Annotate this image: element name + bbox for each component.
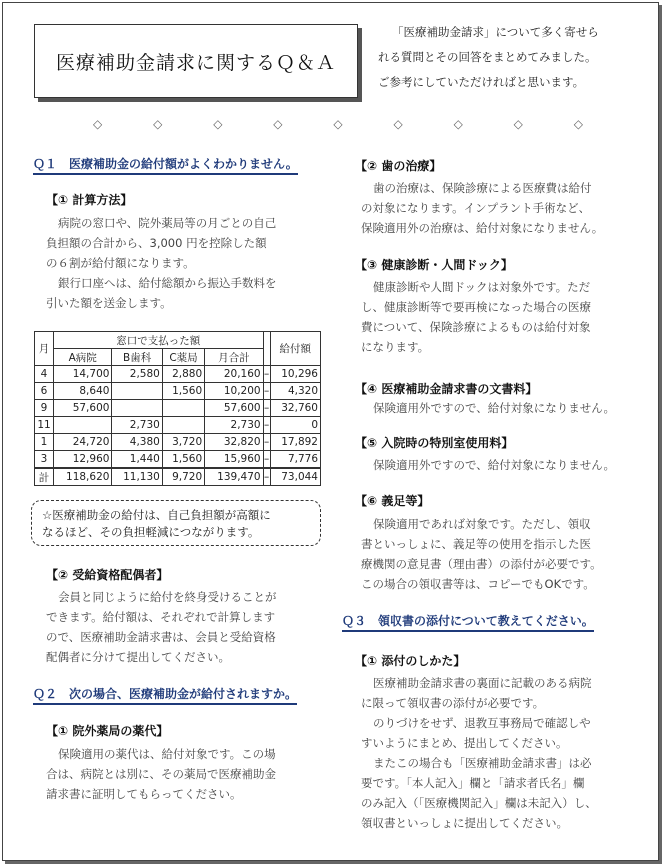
subheader: B歯科 (112, 349, 162, 366)
arrow-header (263, 332, 270, 366)
diamond-icon: ◇ (513, 117, 523, 131)
table-cell-month: 9 (35, 400, 54, 417)
text-line: に限って領収書の添付が必要です。 (361, 696, 545, 710)
q1-sub1-paragraph (46, 213, 326, 313)
diamond-icon: ◇ (393, 117, 403, 131)
text-line: できます。給付額は、それぞれで計算します (46, 610, 276, 624)
table-cell-a: 8,640 (54, 383, 112, 400)
table-cell-b (112, 383, 162, 400)
table-row (35, 400, 321, 417)
text-line: 病院の窓口や、院外薬局等の月ごとの自己 (58, 216, 277, 230)
table-cell-b: 2,580 (112, 366, 162, 383)
table-cell-c (162, 400, 204, 417)
table-cell-month: 6 (35, 383, 54, 400)
diamond-icon: ◇ (213, 117, 223, 131)
subheader: A病院 (54, 349, 112, 366)
q3-heading: Ｑ３ 領収書の添付について教えてください。 (342, 612, 594, 632)
table-cell-dash: – (263, 400, 270, 417)
table-header-row (35, 332, 321, 349)
table-cell-month: 計 (35, 468, 54, 486)
table-cell-total: 15,960 (205, 451, 263, 469)
table-row (35, 434, 321, 451)
text-line: 書といっしょに、義足等の使用を指示した医 (361, 537, 591, 551)
table-cell-benefit: 73,044 (270, 468, 320, 486)
table-cell-c: 3,720 (162, 434, 204, 451)
intro-line: 「医療補助金請求」について多く寄せら (392, 25, 599, 39)
table-cell-dash: – (263, 468, 270, 486)
table-cell-b: 11,130 (112, 468, 162, 486)
text-line: 歯の治療は、保険診療による医療費は給付 (373, 181, 592, 195)
note-line: なるほど、その負担軽減につながります。 (42, 525, 260, 539)
table-cell-month: 11 (35, 417, 54, 434)
text-line: 要です。「本人記入」欄と「請求者氏名」欄 (361, 776, 585, 790)
text-line: のみ記入（「医療機関記入」欄は未記入）し、 (361, 796, 597, 810)
q2-sub2-heading: 【② 歯の治療】 (355, 159, 442, 173)
table-row (35, 451, 321, 469)
table-cell-c: 9,720 (162, 468, 204, 486)
text-line: 負担額の合計から、3,000 円を控除した額 (46, 236, 267, 250)
title-box (34, 24, 358, 98)
text-line: 保険適用であれば対象です。ただし、領収 (373, 517, 591, 531)
q1-heading: Ｑ１ 医療補助金の給付額がよくわかりません。 (33, 155, 298, 175)
table-cell-month: 1 (35, 434, 54, 451)
q2-heading: Ｑ２ 次の場合、医療補助金が給付されますか。 (33, 685, 297, 705)
table-cell-c: 2,880 (162, 366, 204, 383)
table-cell-dash: – (263, 417, 270, 434)
table-cell-a (54, 417, 112, 434)
text-line: 銀行口座へは、給付総額から振込手数料を (58, 276, 277, 290)
diamond-icon: ◇ (453, 117, 463, 131)
q2-sub6-heading: 【⑥ 義足等】 (355, 494, 430, 508)
q3-sub1-heading: 【① 添付のしかた】 (355, 654, 466, 668)
q3-sub1-paragraph (361, 673, 646, 833)
text-line: 配偶者に分けて提出してください。 (46, 650, 230, 664)
table-row (35, 383, 321, 400)
table-row (35, 366, 321, 383)
table-cell-dash: – (263, 383, 270, 400)
table-cell-a: 57,600 (54, 400, 112, 417)
table-cell-a: 24,720 (54, 434, 112, 451)
diamond-icon: ◇ (93, 117, 103, 131)
text-line: 医療補助金請求書の裏面に記載のある病院 (373, 676, 592, 690)
table-cell-c (162, 417, 204, 434)
table-cell-total: 57,600 (205, 400, 263, 417)
table-cell-total: 32,820 (205, 434, 263, 451)
table-total-row (35, 468, 321, 486)
month-header: 月 (35, 332, 54, 366)
text-line: すいようにまとめ、提出してください。 (361, 736, 568, 750)
table-cell-benefit: 10,296 (270, 366, 320, 383)
table-cell-b: 1,440 (112, 451, 162, 469)
table-cell-benefit: 0 (270, 417, 320, 434)
benefit-header: 給付額 (270, 332, 320, 366)
q2-sub5-paragraph (361, 455, 646, 475)
subheader: C薬局 (162, 349, 204, 366)
text-line: 費について、保険診療によるものは給付対象 (361, 320, 591, 334)
text-line: のりづけをせず、退教互事務局で確認しや (373, 716, 591, 730)
table-cell-b: 2,730 (112, 417, 162, 434)
intro-line: ご参考にしていただければと思います。 (378, 75, 585, 89)
text-line: 会員と同じように給付を終身受けることが (58, 590, 277, 604)
text-line: 合は、病院とは別に、その薬局で医療補助金 (46, 767, 276, 781)
text-line: 領収書といっしょに提出してください。 (361, 816, 568, 830)
text-line: の６割が給付額になります。 (46, 256, 195, 270)
q1-sub2-paragraph (46, 587, 328, 667)
diamond-icon: ◇ (333, 117, 343, 131)
q2-sub4-paragraph (361, 398, 646, 418)
diamond-icon: ◇ (573, 117, 583, 131)
q2-sub1-paragraph (46, 744, 328, 804)
table-cell-dash: – (263, 434, 270, 451)
text-line: この場合の領収書等は、コピーでもOKです。 (361, 577, 595, 591)
q2-sub6-paragraph (361, 514, 646, 594)
payment-table (34, 331, 321, 486)
text-line: 療機関の意見書（理由書）の添付が必要です。 (361, 557, 602, 571)
page-title: 医療補助金請求に関するＱ＆Ａ (55, 51, 336, 74)
text-line: ので、医療補助金請求書は、会員と受給資格 (46, 630, 276, 644)
intro-text (378, 20, 648, 95)
q1-sub2-heading: 【② 受給資格配偶者】 (46, 568, 169, 582)
text-line: またこの場合も「医療補助金請求書」は必 (373, 756, 592, 770)
table-cell-dash: – (263, 366, 270, 383)
paid-header: 窓口で支払った額 (54, 332, 264, 349)
q2-sub3-paragraph (361, 277, 646, 357)
text-line: になります。 (361, 340, 430, 354)
text-line: 保険適用の薬代は、給付対象です。この場 (58, 747, 276, 761)
q2-sub4-heading: 【④ 医療補助金請求書の文書料】 (355, 382, 538, 396)
text-line: 保険適用外の治療は、給付対象になりません。 (361, 221, 604, 235)
table-cell-c: 1,560 (162, 451, 204, 469)
table-cell-total: 139,470 (205, 468, 263, 486)
text-line: し、健康診断等で要再検になった場合の医療 (361, 300, 591, 314)
table-cell-total: 2,730 (205, 417, 263, 434)
table-cell-month: 3 (35, 451, 54, 469)
table-cell-a: 14,700 (54, 366, 112, 383)
q2-sub5-heading: 【⑤ 入院時の特別室使用料】 (355, 436, 514, 450)
diamond-divider (93, 117, 583, 131)
table-cell-total: 20,160 (205, 366, 263, 383)
q2-sub1-heading: 【① 院外薬局の薬代】 (46, 724, 169, 738)
text-line: 健康診断や人間ドックは対象外です。ただ (373, 280, 591, 294)
q2-sub2-paragraph (361, 178, 646, 238)
note-line: ☆医療補助金の給付は、自己負担額が高額に (42, 508, 271, 522)
table-row (35, 417, 321, 434)
note-box (31, 500, 321, 546)
text-line: 請求書に証明してもらってください。 (46, 787, 242, 801)
text-line: の対象になります。インプラント手術など、 (361, 201, 591, 215)
table-cell-a: 12,960 (54, 451, 112, 469)
text-line: 保険適用外ですので、給付対象になりません。 (373, 401, 615, 415)
diamond-icon: ◇ (153, 117, 163, 131)
table-cell-benefit: 32,760 (270, 400, 320, 417)
table-cell-benefit: 7,776 (270, 451, 320, 469)
table-cell-benefit: 17,892 (270, 434, 320, 451)
table-cell-a: 118,620 (54, 468, 112, 486)
table-cell-b (112, 400, 162, 417)
text-line: 引いた額を送金します。 (46, 296, 172, 310)
diamond-icon: ◇ (273, 117, 283, 131)
q1-sub1-heading: 【① 計算方法】 (46, 193, 133, 207)
table-cell-c: 1,560 (162, 383, 204, 400)
table-cell-month: 4 (35, 366, 54, 383)
table-cell-dash: – (263, 451, 270, 469)
intro-line: れる質問とその回答をまとめてみました。 (378, 50, 597, 64)
table-cell-total: 10,200 (205, 383, 263, 400)
table-cell-b: 4,380 (112, 434, 162, 451)
subheader: 月合計 (205, 349, 263, 366)
text-line: 保険適用外ですので、給付対象になりません。 (373, 458, 615, 472)
q2-sub3-heading: 【③ 健康診断・人間ドック】 (355, 258, 513, 272)
table-cell-benefit: 4,320 (270, 383, 320, 400)
